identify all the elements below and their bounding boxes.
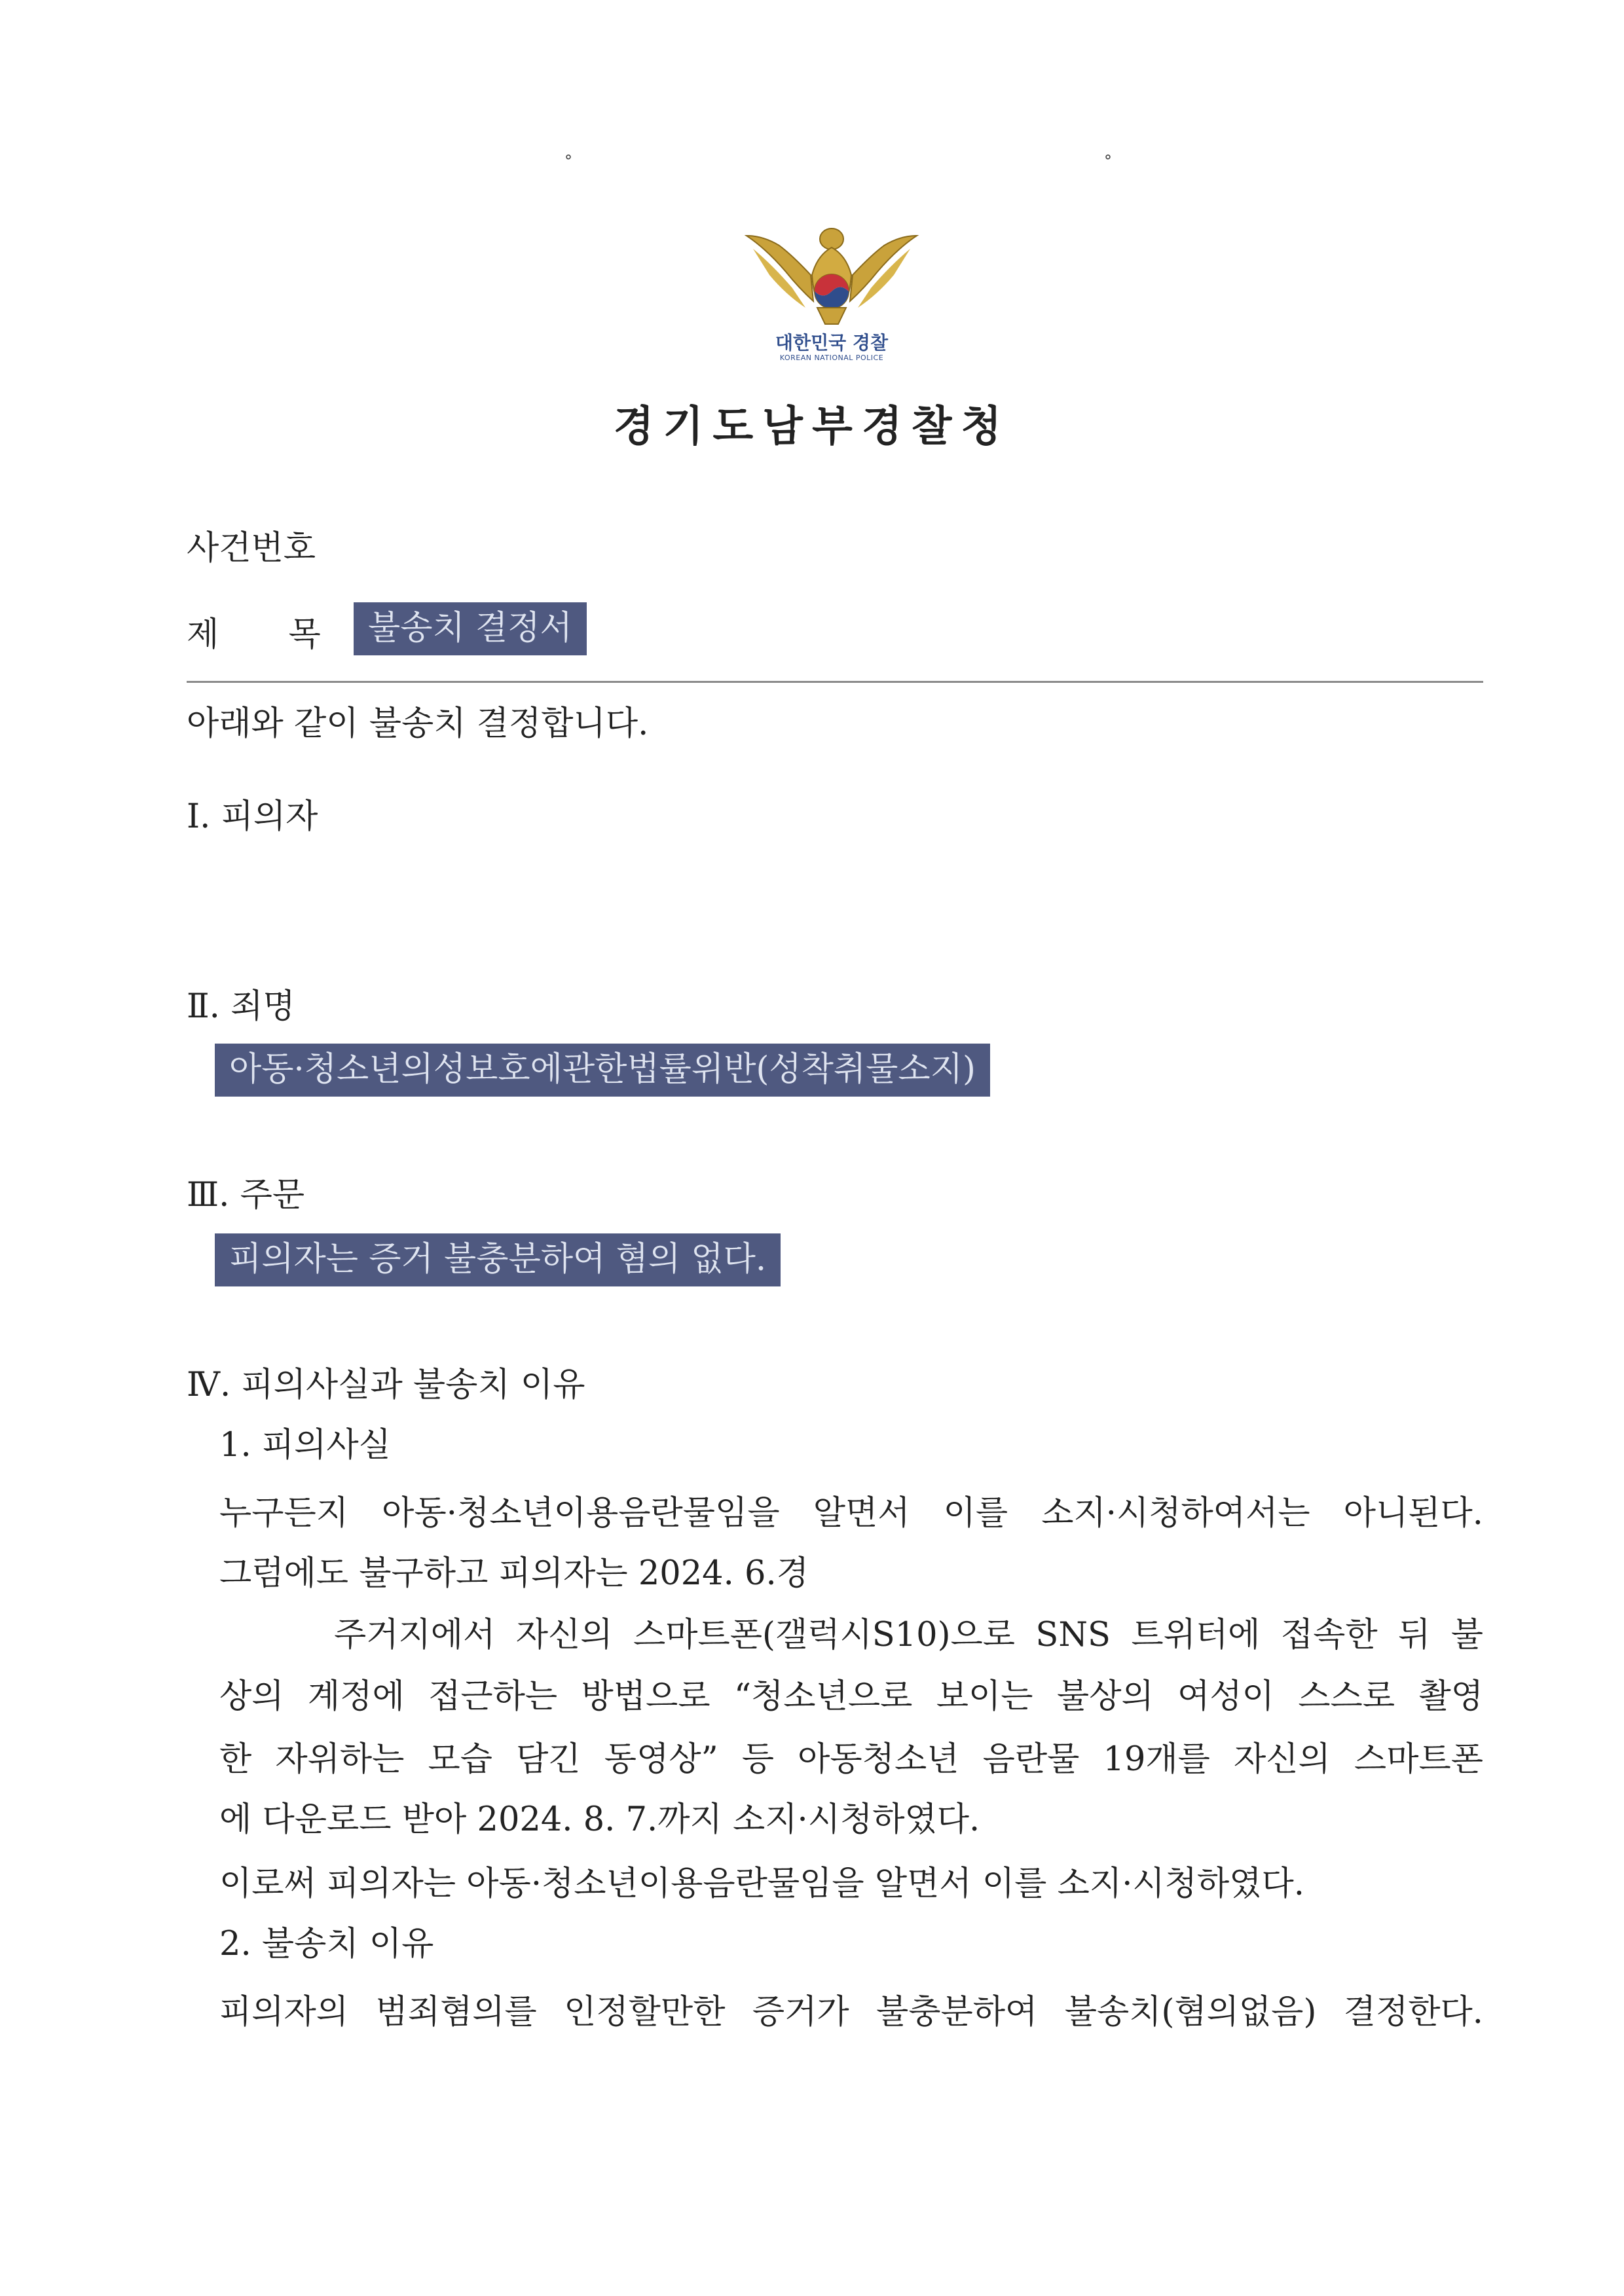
charge-value-highlight: 아동·청소년의성보호에관한법률위반(성착취물소지) (215, 1044, 990, 1097)
facts-line: 에 다운로드 받아 2024. 8. 7.까지 소지·시청하였다. (219, 1800, 980, 1839)
disposition-value-highlight: 피의자는 증거 불충분하여 혐의 없다. (215, 1233, 781, 1286)
charge-value (215, 1050, 990, 1089)
top-mark-left: ° (564, 152, 572, 170)
case-number-label: 사건번호 (187, 529, 316, 568)
reason-text: 피의자의 범죄혐의를 인정할만한 증거가 불충분하여 불송치(혐의없음) 결정한다. (219, 1993, 1483, 2032)
reason-subheading: 2. 불송치 이유 (219, 1925, 434, 1963)
subject-label (187, 615, 321, 655)
subject-value-highlight: 불송치 결정서 (354, 602, 587, 655)
intro-text: 아래와 같이 불송치 결정합니다. (187, 704, 649, 743)
section-suspect-heading: Ⅰ. 피의자 (187, 797, 318, 836)
section-facts-heading: Ⅳ. 피의사실과 불송치 이유 (187, 1366, 585, 1404)
header-divider (187, 681, 1483, 683)
subject-value (354, 609, 587, 648)
top-mark-right: ° (1104, 152, 1112, 170)
facts-line: 한 자위하는 모습 담긴 동영상” 등 아동청소년 음란물 19개를 자신의 스마트폰 (219, 1740, 1483, 1779)
facts-line: 그럼에도 불구하고 피의자는 2024. 6.경 (219, 1554, 809, 1593)
facts-line: 누구든지 아동·청소년이용음란물임을 알면서 이를 소지·시청하여서는 아니된다. (219, 1494, 1483, 1533)
subject-label-text: 제 목 (187, 615, 321, 654)
disposition-value (215, 1240, 781, 1279)
section-charge-heading: Ⅱ. 죄명 (187, 987, 295, 1026)
facts-line: 이로써 피의자는 아동·청소년이용음란물임을 알면서 이를 소지·시청하였다. (219, 1865, 1304, 1903)
section-disposition-heading: Ⅲ. 주문 (187, 1176, 305, 1214)
facts-subheading: 1. 피의사실 (219, 1426, 391, 1465)
logo-text-english: KOREAN NATIONAL POLICE (779, 354, 884, 362)
facts-line: 주거지에서 자신의 스마트폰(갤럭시S10)으로 SNS 트위터에 접속한 뒤 불 (334, 1616, 1483, 1654)
agency-name: 경기도남부경찰청 (613, 402, 1011, 451)
logo-text-korean: 대한민국 경찰 (775, 332, 889, 354)
facts-line: 상의 계정에 접근하는 방법으로 “청소년으로 보이는 불상의 여성이 스스로 촬영 (219, 1677, 1483, 1716)
